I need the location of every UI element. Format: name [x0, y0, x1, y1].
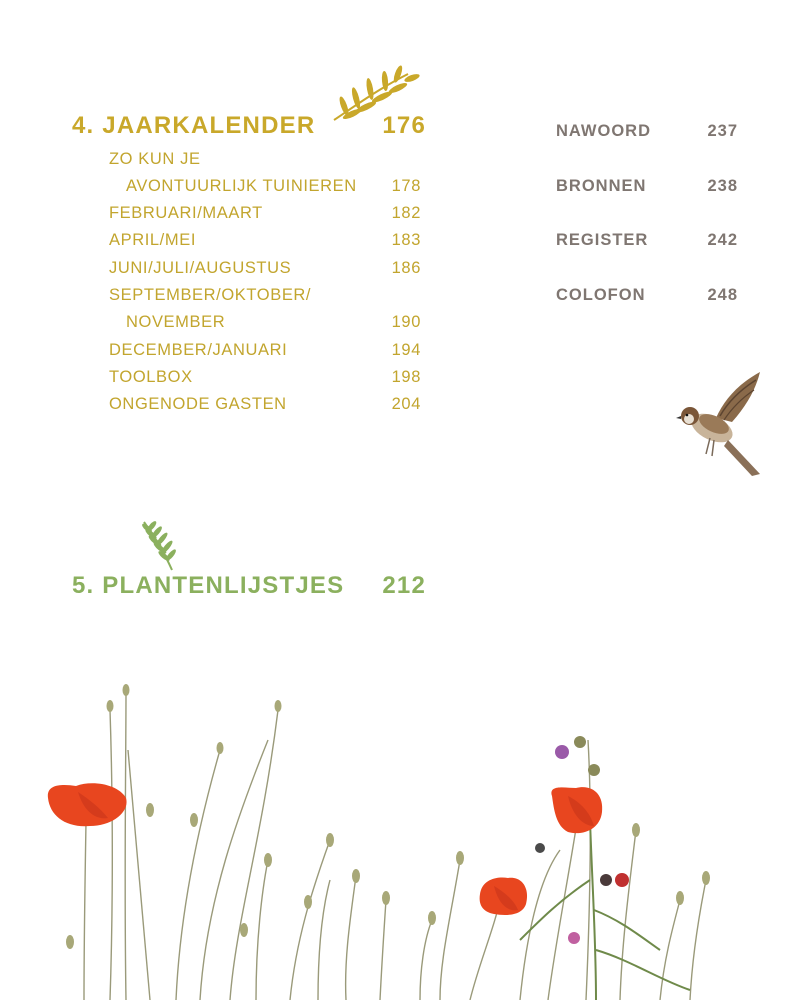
chapter-4-heading[interactable]: [72, 112, 426, 140]
toc-entry-page: 194: [391, 341, 421, 359]
toc-entry-page: 204: [391, 395, 421, 413]
sparrow-bird-icon: [676, 370, 766, 480]
toc-entry-bronnen[interactable]: BRONNEN 238: [556, 177, 738, 195]
chapter-5-page: 212: [382, 572, 426, 599]
toc-entry-page: 248: [707, 286, 738, 304]
toc-entry-colofon[interactable]: COLOFON 248: [556, 286, 738, 304]
toc-entry-page: 190: [391, 313, 421, 331]
toc-entry-zo-kun-je[interactable]: AVONTUURLIJK TUINIEREN 178: [126, 177, 421, 195]
toc-entry-page: 182: [391, 204, 421, 222]
chapter-5-heading[interactable]: [72, 572, 426, 600]
toc-entry-page: 186: [391, 259, 421, 277]
toc-entry-september-line1[interactable]: SEPTEMBER/OKTOBER/: [109, 286, 312, 304]
toc-entry-page: 237: [707, 122, 738, 140]
toc-entry-page: 178: [391, 177, 421, 195]
toc-entry-page: 242: [707, 231, 738, 249]
toc-entry-page: 183: [391, 231, 421, 249]
toc-entry-december-januari[interactable]: DECEMBER/JANUARI 194: [109, 341, 421, 359]
toc-entry-toolbox[interactable]: TOOLBOX 198: [109, 368, 421, 386]
toc-entry-page: 238: [707, 177, 738, 195]
chapter-4-title: 4. JAARKALENDER: [72, 112, 316, 139]
toc-entry-april-mei[interactable]: APRIL/MEI 183: [109, 231, 421, 249]
toc-entry-juni-juli-augustus[interactable]: JUNI/JULI/AUGUSTUS 186: [109, 259, 421, 277]
toc-entry-nawoord[interactable]: NAWOORD 237: [556, 122, 738, 140]
toc-entry-zo-kun-je-line1[interactable]: ZO KUN JE: [109, 150, 201, 168]
toc-entry-page: 198: [391, 368, 421, 386]
chapter-5-title: 5. PLANTENLIJSTJES: [72, 572, 345, 599]
toc-entry-ongenode-gasten[interactable]: ONGENODE GASTEN 204: [109, 395, 421, 413]
toc-entry-register[interactable]: REGISTER 242: [556, 231, 738, 249]
fern-leaf-icon: [138, 520, 182, 572]
wildflower-meadow-illustration: [0, 680, 809, 1000]
toc-entry-september-oktober-november[interactable]: NOVEMBER 190: [126, 313, 421, 331]
toc-entry-februari-maart[interactable]: FEBRUARI/MAART 182: [109, 204, 421, 222]
chapter-4-page: 176: [382, 112, 426, 139]
